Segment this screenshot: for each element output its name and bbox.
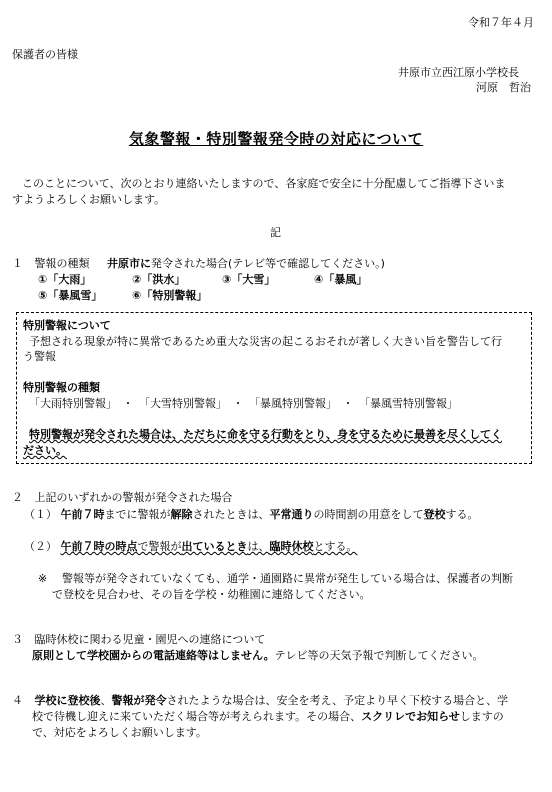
section-1-place: 井原市に	[107, 257, 151, 270]
warning-type-6: ⑥「特別警報」	[132, 289, 208, 302]
date: 令和７年４月	[468, 16, 534, 29]
special-warning-notice-line-2: ださい。	[23, 444, 67, 457]
item-2-text-b: で警報が	[137, 540, 182, 553]
section-2-item-1	[24, 508, 479, 522]
page-title: 気象警報・特別警報発令時の対応について	[128, 130, 424, 148]
section-4-text-d: されたような場合は、安全を考え、予定より早く下校する場合と、学	[166, 694, 509, 707]
special-warning-notice-line-1: 特別警報が発令された場合は、ただちに命を守る行動をとり、身を守るために最善を尽くしてく	[29, 428, 502, 441]
item-1-text-b: までに警報が	[104, 508, 171, 521]
section-3-bold: 原則として学校園からの電話連絡等はしません。	[32, 649, 275, 662]
item-1-normal: 平常通り	[269, 508, 314, 521]
item-2-text-d: は、	[247, 540, 270, 553]
warning-type-1: ①「大雨」	[38, 273, 92, 286]
sender-school: 井原市立西江原小学校長	[398, 66, 519, 79]
item-2-time: 午前７時の時点	[60, 540, 138, 553]
section-2-number: ２	[12, 491, 23, 504]
ki-heading: 記	[270, 226, 281, 239]
item-2-text-f: とする。	[313, 540, 358, 553]
section-3-rest: テレビ等の天気予報で判断してください。	[274, 649, 484, 662]
special-warning-desc-line-2: う警報	[23, 350, 56, 363]
warning-type-5: ⑤「暴風雪」	[38, 289, 103, 302]
item-1-text-h: する。	[445, 508, 479, 521]
item-1-attend: 登校	[423, 508, 446, 521]
section-3-heading	[12, 633, 265, 647]
special-warning-kinds: 「大雨特別警報」 ・ 「大雪特別警報」 ・ 「暴風特別警報」 ・ 「暴風雪特別警報」	[29, 397, 458, 410]
note-line-1: 警報等が発令されていなくても、通学・通園路に異常が発生している場合は、保護者の判断	[62, 572, 513, 585]
section-1	[12, 257, 385, 271]
section-4-line-3: で、対応をよろしくお願いします。	[32, 726, 207, 739]
section-4-line-2	[32, 710, 504, 724]
note-mark: ※	[38, 572, 48, 585]
section-1-desc: 発令された場合(テレビ等で確認してください。)	[151, 257, 385, 270]
section-4-after-school: 学校に登校後	[34, 694, 101, 707]
note-line-2: で登校を見合わせ、その旨を学校・幼稚園に連絡してください。	[52, 588, 371, 601]
item-2-number: （２）	[24, 540, 57, 553]
section-4-skrille: スクリレでお知らせ	[361, 710, 460, 723]
section-3-body	[32, 649, 483, 663]
special-warning-box	[16, 312, 532, 464]
special-warning-desc-line-1: 予想される現象が特に異常であるため重大な災害の起こるおそれが著しく大きい旨を警告して行	[29, 335, 502, 348]
item-1-text-d: されたときは、	[192, 508, 270, 521]
special-warning-heading: 特別警報について	[23, 319, 111, 332]
section-2-heading-text: 上記のいずれかの警報が発令された場合	[34, 491, 233, 504]
intro-line-2: すようよろしくお願いします。	[12, 193, 166, 206]
warning-type-3: ③「大雪」	[222, 273, 276, 286]
item-2-closure: 臨時休校	[269, 540, 314, 553]
section-4-line-1	[12, 694, 508, 708]
section-4-number: ４	[12, 694, 23, 707]
item-1-time: 午前７時	[60, 508, 105, 521]
section-3-number: ３	[12, 633, 23, 646]
section-3-heading-text: 臨時休校に関わる児童・園児への連絡について	[34, 633, 266, 646]
recipient: 保護者の皆様	[12, 48, 78, 61]
warning-type-2: ②「洪水」	[132, 273, 186, 286]
section-4-text-2c: しますの	[459, 710, 504, 723]
section-2-item-2	[24, 540, 358, 554]
intro-line-1: このことについて、次のとおり連絡いたしますので、各家庭で安全に十分配慮してご指導下さいま	[22, 177, 506, 190]
item-1-text-f: の時間割の用意をして	[313, 508, 424, 521]
section-1-number: １	[12, 257, 23, 270]
special-warning-kinds-heading: 特別警報の種類	[23, 381, 100, 394]
section-2-heading	[12, 491, 233, 505]
section-4-comma: 、	[100, 694, 112, 707]
warning-type-4: ④「暴風」	[314, 273, 368, 286]
section-4-text-2a: 校で待機し迎えに来ていただく場合等が考えられます。その場合、	[32, 710, 362, 723]
section-1-label: 警報の種類	[34, 257, 90, 270]
item-1-number: （１）	[24, 508, 57, 521]
sender-name: 河原 哲治	[476, 81, 531, 94]
section-4-warning: 警報が発令	[111, 694, 167, 707]
item-2-issued: 出ているとき	[181, 540, 248, 553]
item-1-cancel: 解除	[170, 508, 193, 521]
